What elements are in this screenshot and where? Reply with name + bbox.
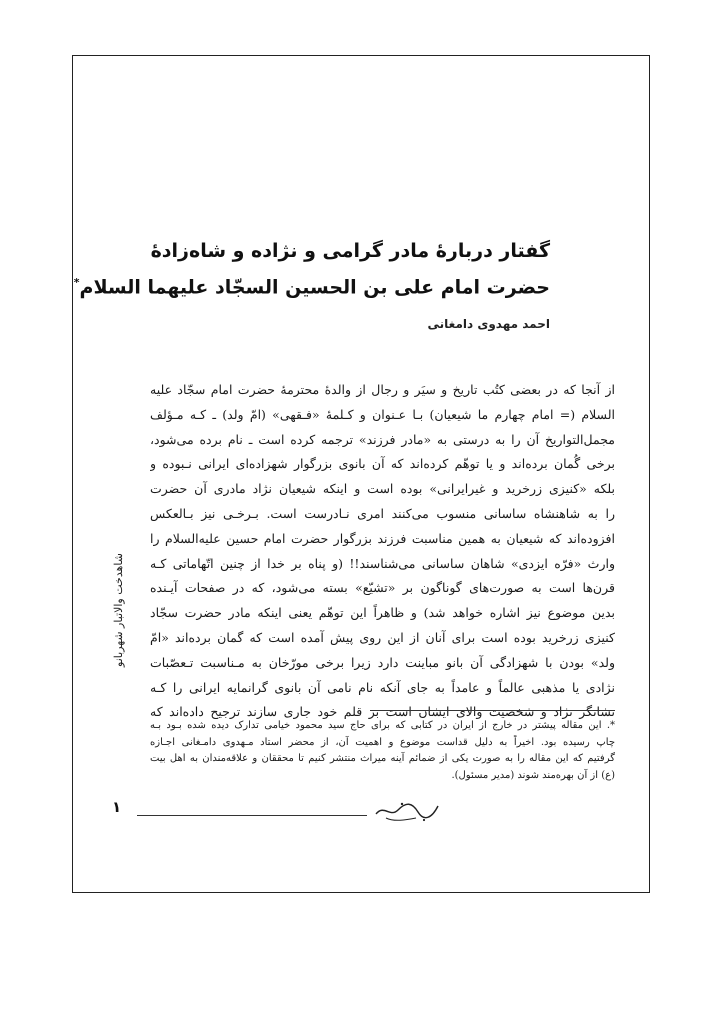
journal-logo — [372, 798, 442, 824]
body-line: از آنجا که در بعضی کتُب تاریخ و سیَر و رجال از والدهٔ محترمهٔ حضرت امام سجّاد علیه — [150, 382, 615, 397]
body-line: ولد» بودن با شهزادگی آن بانو مباینت دارد زیرا برخی مورّخان به مـناسبت تـعصّبات — [150, 654, 615, 670]
page-number: ۱ — [112, 798, 122, 816]
title-line-2 — [73, 267, 550, 303]
body-line: وارث «فرّه ایزدی» شاهان ساسانی می‌شناسند!! (و پناه بر خدا از چنین اتّهاماتی کـه — [150, 555, 615, 571]
body-line: نژادی یا مذهبی عالماً و عامداً به جای آنکه نام نامی آن بانوی گرانمایه ایرانی را کـه — [150, 679, 615, 695]
author-name: احمد مهدوی دامغانی — [427, 317, 550, 331]
body-line: قرن‌ها است به صورت‌های گوناگون بر «تشیّع» بسته می‌شود، که در صفحات آیـنده — [150, 580, 615, 596]
title-footnote-mark: * — [73, 276, 80, 289]
body-line: کنیزی زرخرید بوده است برای آنان از این روی پیش آمده است که گمان برده‌اند «امّ — [150, 629, 615, 645]
body-line: مجمل‌التواریخ آن را به درستی به «مادر فرزند» ترجمه کرده است ـ نام برده می‌شود، — [150, 431, 615, 447]
body-line: السلام (= امام چهارم ما شیعیان) بـا عـنوان و کـلمهٔ «فـقهی» (امّ ولد) ـ کـه مـؤلف — [150, 406, 615, 422]
footnote-line: چاپ رسیده بود. اخیراً به دلیل قداست موضوع و اهمیت آن، از محضر استاد مـهدوی دامـغانی اجـازه — [150, 736, 615, 748]
running-head: شاهدخت والاتبار شهربانو — [112, 553, 125, 667]
footnote-line: (ع) از آن بهره‌مند شوند (مدیر مسئول). — [451, 769, 615, 781]
footnote — [150, 718, 615, 784]
body-line: افزوده‌اند که شیعیان به همین مناسبت فرزند بزرگوار حضرت امام حسین علیه‌السلام را — [150, 530, 615, 546]
footnote-line: *. این مقاله پیشتر در خارج از ایران در کتابی که برای حاج سید محمود خیامی تدارک دیده شده بـود بـه — [150, 720, 615, 731]
article-title — [73, 235, 550, 303]
footer-rule — [137, 815, 367, 816]
body-line: بدین موضوع نیز اشاره خواهد شد) و ظاهراً این توهّم یعنی اینکه مادر حضرت سجّاد — [150, 605, 615, 621]
title-line-2-text: حضرت امام علی بن الحسین السجّاد علیهما السلام — [79, 276, 550, 299]
body-line: را به شاهنشاه ساسانی منسوب می‌کنند امری نـادرست است. بـرخـی نیز بـالعکس — [150, 505, 615, 521]
footnote-line: گرفتیم که این مقاله را به صورت یکی از ضمائم آینه میراث منتشر کنیم تا محققان و علاقه‌مندان به اهل بیت — [150, 753, 615, 764]
title-line-1: گفتار دربارهٔ مادر گرامی و نژاده و شاه‌زادهٔ — [150, 240, 550, 262]
body-line: بلکه «کنیزی زرخرید و غیرایرانی» بوده است و اینکه شیعیان نژاد مادری آن حضرت — [150, 481, 615, 497]
body-line: برخی گُمان برده‌اند و یا توهّم کرده‌اند که آن بانوی بزرگوار شهزاده‌ای ایرانی نـبوده و — [150, 456, 615, 472]
body-paragraph — [150, 378, 615, 725]
body-line: نشانگر نژاد و شخصیت والای ایشان است بر قلم خود جاری سازند ترجیح داده‌اند که — [150, 704, 615, 720]
footnote-separator — [370, 710, 615, 711]
